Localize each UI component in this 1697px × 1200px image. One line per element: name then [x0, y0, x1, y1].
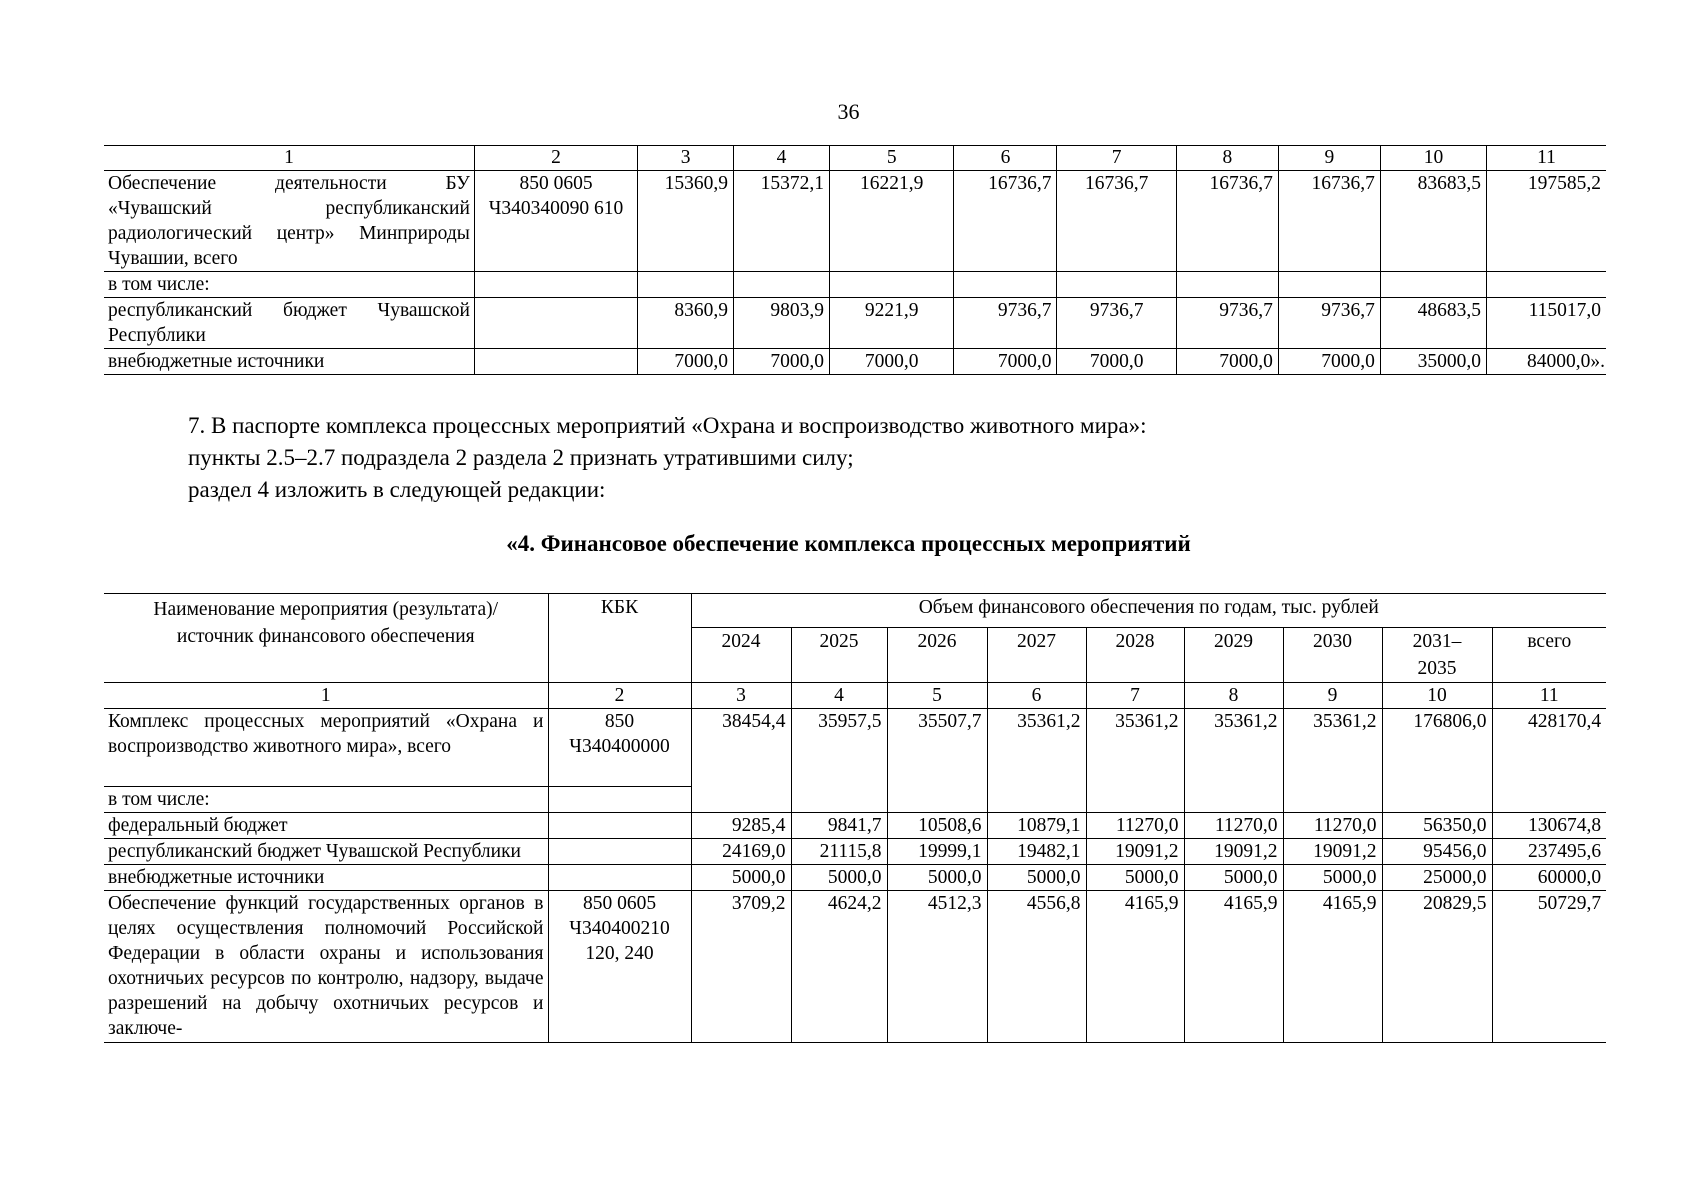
value-cell: 15360,9 — [638, 171, 734, 272]
paragraph: раздел 4 изложить в следующей редакции: — [188, 477, 606, 502]
value-cell: 4512,3 — [887, 891, 987, 1043]
value-cell: 16736,7 — [1057, 171, 1176, 272]
value-cell: 7000,0 — [1176, 349, 1278, 375]
value-cell: 35361,2 — [1184, 709, 1283, 813]
value-cell: 11270,0 — [1283, 813, 1382, 839]
table-row — [104, 891, 1606, 1043]
value-cell: 50729,7 — [1492, 891, 1606, 1043]
value-cell: 9803,9 — [734, 298, 830, 349]
value-cell: 83683,5 — [1380, 171, 1486, 272]
col-number: 11 — [1492, 683, 1606, 709]
value-cell: 11270,0 — [1184, 813, 1283, 839]
value-cell: 7000,0 — [954, 349, 1057, 375]
year-header: 2029 — [1184, 628, 1283, 683]
value-cell: 237495,6 — [1492, 839, 1606, 865]
row-name: в том числе: — [104, 787, 548, 813]
value-cell: 4165,9 — [1184, 891, 1283, 1043]
table-row — [104, 813, 1606, 839]
row-kbk — [548, 839, 691, 865]
column-number-row — [104, 683, 1606, 709]
col-number: 11 — [1487, 146, 1606, 171]
value-cell: 4624,2 — [791, 891, 887, 1043]
col-number: 9 — [1278, 146, 1380, 171]
col-number: 5 — [887, 683, 987, 709]
value-cell: 19091,2 — [1283, 839, 1382, 865]
value-cell: 16221,9 — [829, 171, 953, 272]
year-header: 2025 — [791, 628, 887, 683]
value-cell: 7000,0 — [1278, 349, 1380, 375]
row-kbk — [474, 272, 637, 298]
row-name: внебюджетные источники — [104, 349, 474, 375]
financing-table — [104, 593, 1606, 1043]
value-cell: 24169,0 — [691, 839, 791, 865]
col-number: 8 — [1176, 146, 1278, 171]
value-cell: 16736,7 — [1176, 171, 1278, 272]
value-cell: 60000,0 — [1492, 865, 1606, 891]
table-row — [104, 272, 1606, 298]
col-number: 5 — [829, 146, 953, 171]
value-cell: 9841,7 — [791, 813, 887, 839]
section-title: «4. Финансовое обеспечение комплекса процессных мероприятий — [506, 531, 1191, 556]
value-cell: 5000,0 — [691, 865, 791, 891]
value-cell — [1278, 272, 1380, 298]
row-name: Обеспечение функций государственных органов в целях осуществления полномочий Российской Федерации в области охраны и использования охотничьих ресурсов по контролю, надзору, выдаче разрешений на добычу охотничьих ресурсов и заключе- — [104, 891, 548, 1043]
value-cell: 9285,4 — [691, 813, 791, 839]
value-cell: 38454,4 — [691, 709, 791, 813]
value-cell: 19999,1 — [887, 839, 987, 865]
col-number: 1 — [104, 683, 548, 709]
col-number: 2 — [474, 146, 637, 171]
col-number: 9 — [1283, 683, 1382, 709]
value-cell — [1380, 272, 1486, 298]
col-number: 4 — [734, 146, 830, 171]
value-cell: 197585,2 — [1487, 171, 1606, 272]
value-cell: 5000,0 — [791, 865, 887, 891]
column-number-row — [104, 146, 1606, 171]
value-cell: 95456,0 — [1382, 839, 1492, 865]
value-cell: 5000,0 — [987, 865, 1086, 891]
header-kbk-column: КБК — [548, 594, 691, 683]
financing-table-continued — [104, 145, 1606, 375]
value-cell: 16736,7 — [1278, 171, 1380, 272]
value-cell: 9736,7 — [1278, 298, 1380, 349]
row-kbk — [548, 865, 691, 891]
row-kbk — [548, 813, 691, 839]
col-number: 7 — [1086, 683, 1184, 709]
value-cell: 35957,5 — [791, 709, 887, 813]
page-number: 36 — [837, 99, 860, 124]
year-header: 2028 — [1086, 628, 1184, 683]
year-header: 2030 — [1283, 628, 1382, 683]
value-cell: 4165,9 — [1086, 891, 1184, 1043]
col-number: 3 — [691, 683, 791, 709]
value-cell: 5000,0 — [887, 865, 987, 891]
value-cell: 10508,6 — [887, 813, 987, 839]
col-number: 6 — [954, 146, 1057, 171]
row-name: республиканский бюджет Чувашской Республики — [104, 839, 548, 865]
value-cell — [638, 272, 734, 298]
value-cell: 7000,0 — [638, 349, 734, 375]
table-row — [104, 865, 1606, 891]
paragraph: 7. В паспорте комплекса процессных мероприятий «Охрана и воспроизводство животного мира»: — [188, 413, 1147, 438]
value-cell: 16736,7 — [954, 171, 1057, 272]
value-cell: 7000,0 — [829, 349, 953, 375]
value-cell: 428170,4 — [1492, 709, 1606, 813]
row-name: федеральный бюджет — [104, 813, 548, 839]
value-cell — [954, 272, 1057, 298]
value-cell: 4165,9 — [1283, 891, 1382, 1043]
col-number: 6 — [987, 683, 1086, 709]
value-cell: 56350,0 — [1382, 813, 1492, 839]
value-cell: 10879,1 — [987, 813, 1086, 839]
value-cell — [1176, 272, 1278, 298]
row-kbk — [548, 787, 691, 813]
value-cell: 3709,2 — [691, 891, 791, 1043]
year-header: всего — [1492, 628, 1606, 683]
value-cell: 5000,0 — [1283, 865, 1382, 891]
row-kbk — [474, 349, 637, 375]
value-cell: 21115,8 — [791, 839, 887, 865]
value-cell: 25000,0 — [1382, 865, 1492, 891]
col-number: 2 — [548, 683, 691, 709]
col-number: 4 — [791, 683, 887, 709]
value-cell: 115017,0 — [1487, 298, 1606, 349]
value-cell: 35361,2 — [987, 709, 1086, 813]
year-header: 2026 — [887, 628, 987, 683]
row-name: Комплекс процессных мероприятий «Охрана и воспроизводство животного мира», всего — [104, 709, 548, 787]
value-cell: 35361,2 — [1283, 709, 1382, 813]
col-number: 10 — [1382, 683, 1492, 709]
value-cell: 35000,0 — [1380, 349, 1486, 375]
paragraph: пункты 2.5–2.7 подраздела 2 раздела 2 признать утратившими силу; — [188, 445, 854, 470]
header-volume-column: Объем финансового обеспечения по годам, тыс. рублей — [691, 594, 1606, 628]
value-cell: 84000,0». — [1487, 349, 1606, 375]
header-row — [104, 594, 1606, 628]
row-name: в том числе: — [104, 272, 474, 298]
table-row — [104, 171, 1606, 272]
value-cell: 19091,2 — [1184, 839, 1283, 865]
table-row — [104, 349, 1606, 375]
row-kbk — [474, 298, 637, 349]
header-name-column: Наименование мероприятия (результата)/источник финансового обеспечения — [104, 594, 548, 683]
table-row — [104, 709, 1606, 787]
value-cell: 9736,7 — [1057, 298, 1176, 349]
value-cell: 176806,0 — [1382, 709, 1492, 813]
table-row — [104, 839, 1606, 865]
row-kbk: 850 Ч340400000 — [548, 709, 691, 787]
value-cell — [1057, 272, 1176, 298]
value-cell: 48683,5 — [1380, 298, 1486, 349]
value-cell: 19091,2 — [1086, 839, 1184, 865]
year-header: 2024 — [691, 628, 791, 683]
value-cell: 20829,5 — [1382, 891, 1492, 1043]
year-header: 2031–2035 — [1382, 628, 1492, 683]
value-cell: 7000,0 — [1057, 349, 1176, 375]
table-row — [104, 298, 1606, 349]
value-cell: 35361,2 — [1086, 709, 1184, 813]
value-cell: 9736,7 — [954, 298, 1057, 349]
row-name: внебюджетные источники — [104, 865, 548, 891]
value-cell: 19482,1 — [987, 839, 1086, 865]
value-cell: 11270,0 — [1086, 813, 1184, 839]
value-cell: 15372,1 — [734, 171, 830, 272]
row-name: республиканский бюджет Чувашской Республики — [104, 298, 474, 349]
row-kbk: 850 0605 Ч340340090 610 — [474, 171, 637, 272]
col-number: 7 — [1057, 146, 1176, 171]
year-header: 2027 — [987, 628, 1086, 683]
value-cell: 7000,0 — [734, 349, 830, 375]
col-number: 10 — [1380, 146, 1486, 171]
col-number: 1 — [104, 146, 474, 171]
value-cell — [734, 272, 830, 298]
value-cell: 5000,0 — [1184, 865, 1283, 891]
value-cell: 9736,7 — [1176, 298, 1278, 349]
value-cell: 35507,7 — [887, 709, 987, 813]
value-cell: 130674,8 — [1492, 813, 1606, 839]
value-cell — [829, 272, 953, 298]
col-number: 8 — [1184, 683, 1283, 709]
value-cell: 9221,9 — [829, 298, 953, 349]
value-cell: 4556,8 — [987, 891, 1086, 1043]
value-cell — [1487, 272, 1606, 298]
col-number: 3 — [638, 146, 734, 171]
row-kbk: 850 0605 Ч340400210 120, 240 — [548, 891, 691, 1043]
row-name: Обеспечение деятельности БУ «Чувашский республиканский радиологический центр» Минприроды Чувашии, всего — [104, 171, 474, 272]
value-cell: 8360,9 — [638, 298, 734, 349]
value-cell: 5000,0 — [1086, 865, 1184, 891]
